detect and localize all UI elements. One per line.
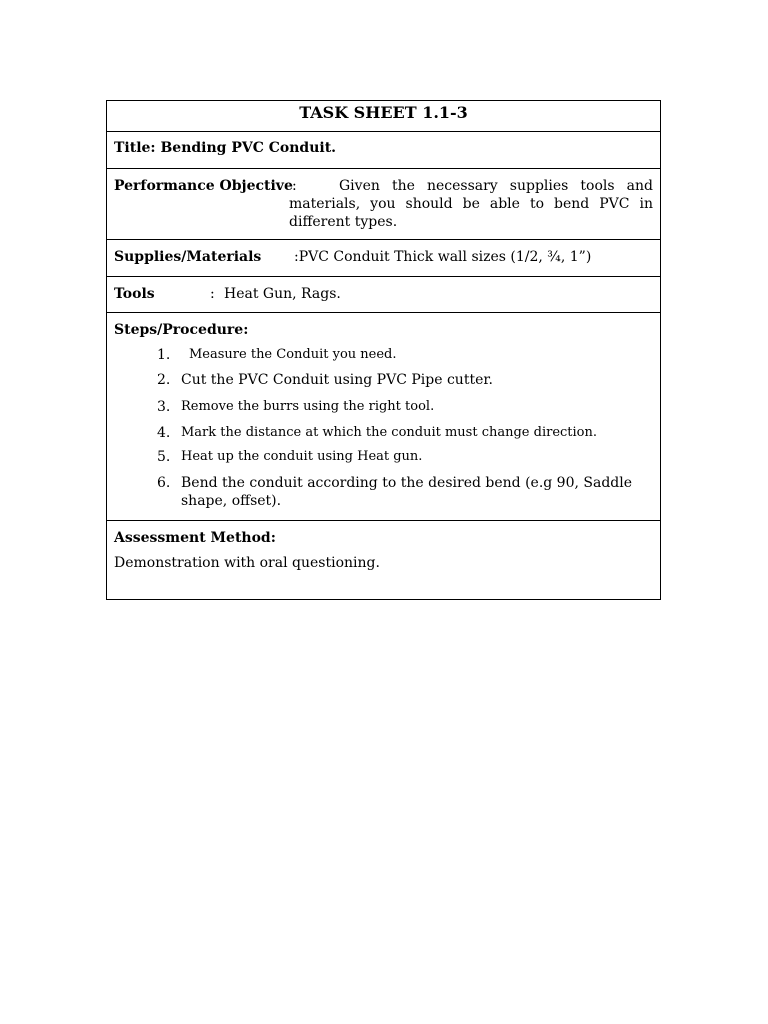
step-item [157,474,648,510]
supplies-value: :PVC Conduit Thick wall sizes (1/2, ¾, 1”) [294,249,592,265]
step-text: Mark the distance at which the conduit must change direction. [181,425,598,440]
title-row [107,131,660,168]
step-text: Heat up the conduit using Heat gun. [181,449,423,464]
step-text: Remove the burrs using the right tool. [181,399,435,414]
performance-objective-text: Given the necessary supplies tools and materials, you should be able to bend PVC in different types. [289,178,653,230]
tools-colon: : [210,286,215,302]
step-item [157,448,648,466]
sheet-heading [107,101,660,131]
performance-objective-label: Performance Objective [114,178,293,194]
title-text: Title: Bending PVC Conduit. [114,140,337,156]
step-number: 5. [157,449,171,465]
step-item [157,424,648,442]
step-text: Measure the Conduit you need. [189,347,397,362]
step-text: Bend the conduit according to the desired bend (e.g 90, Saddle shape, offset). [181,475,633,509]
supplies-row [107,239,660,276]
tools-row [107,276,660,312]
steps-row [107,312,660,520]
step-number: 4. [157,425,171,441]
step-number: 6. [157,475,171,491]
step-item [157,371,648,389]
step-item [157,346,648,364]
tools-label: Tools [114,286,155,302]
step-number: 3. [157,399,171,415]
step-text: Cut the PVC Conduit using PVC Pipe cutter. [181,372,493,388]
supplies-label: Supplies/Materials [114,249,262,265]
step-number: 1. [157,347,171,363]
assessment-label: Assessment Method: [114,530,276,546]
steps-label: Steps/Procedure: [114,322,249,338]
step-item [157,398,648,416]
tools-value: Heat Gun, Rags. [224,286,341,302]
step-number: 2. [157,372,171,388]
performance-objective-row [107,168,660,239]
task-sheet-table [106,100,661,600]
sheet-heading-text: TASK SHEET 1.1-3 [299,103,468,122]
assessment-value: Demonstration with oral questioning. [114,555,380,571]
assessment-row [107,520,660,599]
performance-objective-colon: : [292,178,297,194]
